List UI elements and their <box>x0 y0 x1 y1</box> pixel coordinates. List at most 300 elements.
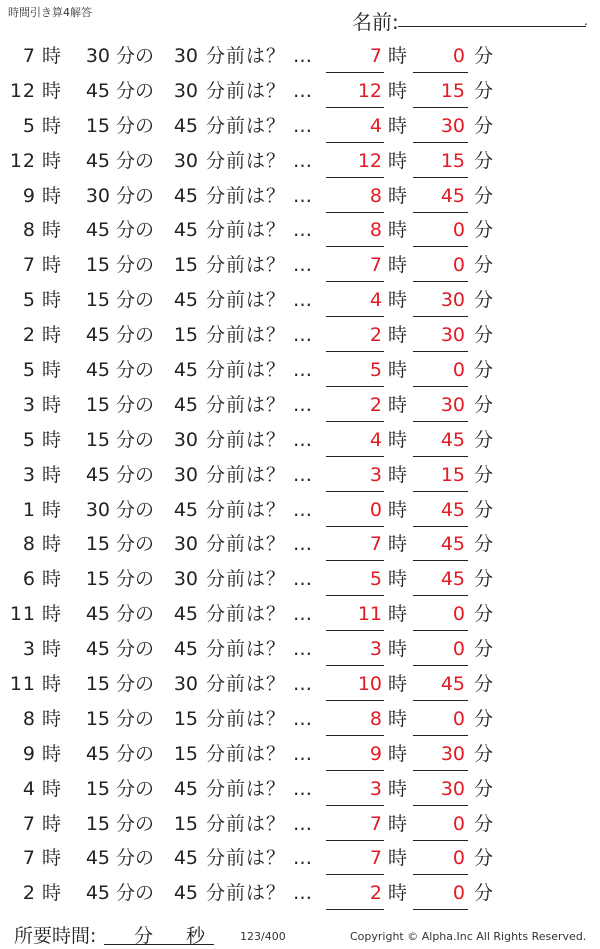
answer-minute: 0 <box>452 847 465 870</box>
question-text: 分前は？ … <box>206 79 314 102</box>
answer-hour-label: 時 <box>388 673 408 696</box>
question-text: 分前は？ … <box>206 568 314 591</box>
worksheet-title: 時間引き算4解答 <box>8 6 92 19</box>
start-hour: 11 <box>9 673 36 696</box>
minutes-before: 15 <box>173 324 198 347</box>
question-text: 分前は？ … <box>206 428 314 451</box>
answer-minute-label: 分 <box>474 638 494 661</box>
question-text: 分前は？ … <box>206 219 314 242</box>
problem-row <box>0 424 600 459</box>
start-minute: 15 <box>85 428 110 451</box>
answer-minute: 0 <box>452 359 465 382</box>
answer-hour: 3 <box>369 777 382 800</box>
hour-label: 時 <box>42 184 62 207</box>
answer-hour-label: 時 <box>388 603 408 626</box>
of-minute-label: 分の <box>116 673 155 696</box>
answer-minute: 0 <box>452 882 465 905</box>
hour-label: 時 <box>42 393 62 416</box>
answer-minute: 15 <box>440 79 465 102</box>
start-minute: 15 <box>85 777 110 800</box>
answer-minute-underline <box>413 246 468 247</box>
of-minute-label: 分の <box>116 568 155 591</box>
minutes-before: 45 <box>173 359 198 382</box>
answer-hour: 2 <box>369 393 382 416</box>
start-minute: 45 <box>85 149 110 172</box>
start-minute: 15 <box>85 289 110 312</box>
answer-hour-underline <box>326 491 384 492</box>
start-hour: 3 <box>22 638 36 661</box>
answer-minute-underline <box>413 456 468 457</box>
answer-hour-underline <box>326 142 384 143</box>
minutes-before: 45 <box>173 498 198 521</box>
answer-minute-label: 分 <box>474 428 494 451</box>
answer-hour-underline <box>326 281 384 282</box>
of-minute-label: 分の <box>116 428 155 451</box>
start-minute: 45 <box>85 463 110 486</box>
start-hour: 5 <box>22 289 36 312</box>
answer-hour: 4 <box>369 289 382 312</box>
of-minute-label: 分の <box>116 149 155 172</box>
hour-label: 時 <box>42 428 62 451</box>
start-minute: 30 <box>85 45 110 67</box>
problem-row <box>0 494 600 529</box>
answer-minute-underline <box>413 665 468 666</box>
answer-hour: 8 <box>369 219 382 242</box>
answer-minute-label: 分 <box>474 45 494 67</box>
of-minute-label: 分の <box>116 463 155 486</box>
answer-minute-underline <box>413 316 468 317</box>
answer-minute: 30 <box>440 777 465 800</box>
hour-label: 時 <box>42 533 62 556</box>
minutes-before: 45 <box>173 638 198 661</box>
answer-hour: 4 <box>369 428 382 451</box>
answer-hour-underline <box>326 805 384 806</box>
answer-hour-label: 時 <box>388 114 408 137</box>
answer-minute: 0 <box>452 45 465 67</box>
of-minute-label: 分の <box>116 638 155 661</box>
answer-hour: 4 <box>369 114 382 137</box>
answer-minute-label: 分 <box>474 324 494 347</box>
answer-hour-underline <box>326 840 384 841</box>
question-text: 分前は？ … <box>206 673 314 696</box>
answer-minute-underline <box>413 491 468 492</box>
start-minute: 45 <box>85 742 110 765</box>
answer-hour-label: 時 <box>388 393 408 416</box>
answer-minute-underline <box>413 72 468 73</box>
minutes-before: 45 <box>173 393 198 416</box>
answer-hour: 5 <box>369 568 382 591</box>
answer-hour: 7 <box>369 847 382 870</box>
question-text: 分前は？ … <box>206 847 314 870</box>
answer-minute: 45 <box>440 673 465 696</box>
answer-hour-underline <box>326 874 384 875</box>
start-minute: 15 <box>85 393 110 416</box>
minutes-before: 30 <box>173 568 198 591</box>
question-text: 分前は？ … <box>206 777 314 800</box>
question-text: 分前は？ … <box>206 45 314 67</box>
problem-row <box>0 110 600 145</box>
answer-minute-label: 分 <box>474 673 494 696</box>
of-minute-label: 分の <box>116 254 155 277</box>
question-text: 分前は？ … <box>206 359 314 382</box>
question-text: 分前は？ … <box>206 393 314 416</box>
start-minute: 15 <box>85 673 110 696</box>
answer-hour-label: 時 <box>388 219 408 242</box>
answer-hour-label: 時 <box>388 777 408 800</box>
answer-minute-label: 分 <box>474 463 494 486</box>
answer-minute-label: 分 <box>474 742 494 765</box>
answer-minute: 0 <box>452 219 465 242</box>
start-minute: 45 <box>85 603 110 626</box>
name-label: 名前: <box>352 10 399 34</box>
minutes-before: 30 <box>173 45 198 67</box>
start-minute: 15 <box>85 254 110 277</box>
question-text: 分前は？ … <box>206 812 314 835</box>
answer-minute-underline <box>413 421 468 422</box>
of-minute-label: 分の <box>116 45 155 67</box>
answer-minute-underline <box>413 735 468 736</box>
answer-minute-label: 分 <box>474 812 494 835</box>
hour-label: 時 <box>42 847 62 870</box>
problem-row <box>0 319 600 354</box>
problem-row <box>0 668 600 703</box>
answer-hour-underline <box>326 526 384 527</box>
answer-hour-label: 時 <box>388 742 408 765</box>
problem-row <box>0 877 600 912</box>
answer-hour-label: 時 <box>388 463 408 486</box>
start-hour: 7 <box>22 812 36 835</box>
start-hour: 12 <box>9 149 36 172</box>
page-number: 123/400 <box>240 930 286 943</box>
answer-hour-label: 時 <box>388 184 408 207</box>
start-hour: 4 <box>22 777 36 800</box>
start-minute: 30 <box>85 184 110 207</box>
start-minute: 15 <box>85 533 110 556</box>
answer-minute: 0 <box>452 707 465 730</box>
problem-row <box>0 145 600 180</box>
answer-minute: 45 <box>440 428 465 451</box>
of-minute-label: 分の <box>116 603 155 626</box>
answer-hour-label: 時 <box>388 638 408 661</box>
answer-hour: 7 <box>369 45 382 67</box>
start-minute: 15 <box>85 114 110 137</box>
problem-row <box>0 773 600 808</box>
answer-minute-label: 分 <box>474 533 494 556</box>
start-hour: 5 <box>22 359 36 382</box>
answer-hour-label: 時 <box>388 847 408 870</box>
answer-hour-label: 時 <box>388 149 408 172</box>
question-text: 分前は？ … <box>206 498 314 521</box>
answer-hour: 10 <box>357 673 382 696</box>
of-minute-label: 分の <box>116 742 155 765</box>
problem-row <box>0 563 600 598</box>
hour-label: 時 <box>42 742 62 765</box>
of-minute-label: 分の <box>116 777 155 800</box>
answer-minute-label: 分 <box>474 882 494 905</box>
start-hour: 5 <box>22 114 36 137</box>
hour-label: 時 <box>42 254 62 277</box>
answer-minute-underline <box>413 560 468 561</box>
answer-minute-label: 分 <box>474 777 494 800</box>
answer-minute-underline <box>413 630 468 631</box>
answer-hour: 7 <box>369 254 382 277</box>
problem-row <box>0 75 600 110</box>
start-hour: 3 <box>22 393 36 416</box>
start-hour: 7 <box>22 254 36 277</box>
answer-minute-underline <box>413 874 468 875</box>
of-minute-label: 分の <box>116 184 155 207</box>
hour-label: 時 <box>42 882 62 905</box>
question-text: 分前は？ … <box>206 149 314 172</box>
answer-hour: 9 <box>369 742 382 765</box>
answer-hour: 3 <box>369 638 382 661</box>
hour-label: 時 <box>42 219 62 242</box>
problem-row <box>0 180 600 215</box>
answer-minute-label: 分 <box>474 707 494 730</box>
start-hour: 12 <box>9 79 36 102</box>
start-minute: 45 <box>85 638 110 661</box>
minutes-before: 30 <box>173 149 198 172</box>
hour-label: 時 <box>42 673 62 696</box>
answer-hour-label: 時 <box>388 498 408 521</box>
answer-minute: 45 <box>440 568 465 591</box>
answer-hour-label: 時 <box>388 428 408 451</box>
hour-label: 時 <box>42 498 62 521</box>
start-minute: 45 <box>85 359 110 382</box>
name-underline <box>398 26 586 27</box>
of-minute-label: 分の <box>116 393 155 416</box>
of-minute-label: 分の <box>116 289 155 312</box>
hour-label: 時 <box>42 568 62 591</box>
answer-hour: 12 <box>357 149 382 172</box>
answer-minute: 0 <box>452 812 465 835</box>
answer-minute: 30 <box>440 114 465 137</box>
answer-minute-label: 分 <box>474 847 494 870</box>
answer-minute-underline <box>413 281 468 282</box>
answer-minute: 15 <box>440 149 465 172</box>
time-required-label: 所要時間: <box>14 925 97 947</box>
start-minute: 45 <box>85 219 110 242</box>
seconds-label: 秒 <box>186 925 206 947</box>
answer-minute-underline <box>413 805 468 806</box>
answer-hour-underline <box>326 456 384 457</box>
minutes-before: 15 <box>173 707 198 730</box>
start-minute: 45 <box>85 324 110 347</box>
answer-hour-underline <box>326 700 384 701</box>
question-text: 分前は？ … <box>206 463 314 486</box>
problem-row <box>0 703 600 738</box>
hour-label: 時 <box>42 638 62 661</box>
start-minute: 15 <box>85 812 110 835</box>
minutes-before: 15 <box>173 742 198 765</box>
answer-hour-underline <box>326 560 384 561</box>
answer-hour-underline <box>326 72 384 73</box>
minutes-before: 45 <box>173 219 198 242</box>
answer-hour-underline <box>326 735 384 736</box>
problem-row <box>0 633 600 668</box>
answer-minute-underline <box>413 351 468 352</box>
question-text: 分前は？ … <box>206 114 314 137</box>
of-minute-label: 分の <box>116 324 155 347</box>
answer-minute-label: 分 <box>474 359 494 382</box>
name-end-dot: . <box>584 14 588 28</box>
minutes-label: 分 <box>134 925 154 947</box>
answer-hour-label: 時 <box>388 79 408 102</box>
answer-minute-label: 分 <box>474 393 494 416</box>
hour-label: 時 <box>42 777 62 800</box>
minutes-before: 15 <box>173 254 198 277</box>
answer-hour: 0 <box>369 498 382 521</box>
answer-hour-label: 時 <box>388 324 408 347</box>
answer-minute-label: 分 <box>474 498 494 521</box>
start-hour: 8 <box>22 533 36 556</box>
hour-label: 時 <box>42 359 62 382</box>
question-text: 分前は？ … <box>206 707 314 730</box>
answer-hour-underline <box>326 316 384 317</box>
minutes-before: 15 <box>173 812 198 835</box>
answer-hour-label: 時 <box>388 533 408 556</box>
answer-minute: 45 <box>440 533 465 556</box>
question-text: 分前は？ … <box>206 254 314 277</box>
problem-row <box>0 284 600 319</box>
answer-hour-underline <box>326 630 384 631</box>
question-text: 分前は？ … <box>206 289 314 312</box>
problem-row <box>0 459 600 494</box>
answer-minute-underline <box>413 212 468 213</box>
question-text: 分前は？ … <box>206 882 314 905</box>
of-minute-label: 分の <box>116 79 155 102</box>
problem-row <box>0 598 600 633</box>
problem-row <box>0 808 600 843</box>
start-hour: 3 <box>22 463 36 486</box>
hour-label: 時 <box>42 79 62 102</box>
hour-label: 時 <box>42 149 62 172</box>
answer-hour-underline <box>326 107 384 108</box>
minutes-before: 45 <box>173 847 198 870</box>
answer-hour: 7 <box>369 812 382 835</box>
answer-minute: 30 <box>440 393 465 416</box>
answer-hour-underline <box>326 212 384 213</box>
answer-minute-underline <box>413 107 468 108</box>
problem-row <box>0 354 600 389</box>
problem-row <box>0 389 600 424</box>
answer-hour-underline <box>326 770 384 771</box>
answer-hour-label: 時 <box>388 568 408 591</box>
start-hour: 11 <box>9 603 36 626</box>
answer-hour: 8 <box>369 184 382 207</box>
answer-minute-label: 分 <box>474 114 494 137</box>
answer-hour-underline <box>326 665 384 666</box>
hour-label: 時 <box>42 45 62 67</box>
problem-row <box>0 40 600 75</box>
answer-hour-underline <box>326 351 384 352</box>
answer-hour: 2 <box>369 882 382 905</box>
answer-minute-label: 分 <box>474 603 494 626</box>
answer-minute: 45 <box>440 498 465 521</box>
hour-label: 時 <box>42 463 62 486</box>
problem-row <box>0 842 600 877</box>
hour-label: 時 <box>42 707 62 730</box>
copyright-notice: Copyright © Alpha.Inc All Rights Reserved. <box>350 930 587 943</box>
question-text: 分前は？ … <box>206 184 314 207</box>
answer-hour-underline <box>326 177 384 178</box>
of-minute-label: 分の <box>116 812 155 835</box>
minutes-before: 45 <box>173 289 198 312</box>
answer-hour-underline <box>326 909 384 910</box>
answer-minute: 30 <box>440 742 465 765</box>
start-minute: 45 <box>85 79 110 102</box>
answer-hour-label: 時 <box>388 882 408 905</box>
start-minute: 15 <box>85 707 110 730</box>
minutes-before: 30 <box>173 533 198 556</box>
problem-row <box>0 214 600 249</box>
answer-minute-label: 分 <box>474 254 494 277</box>
question-text: 分前は？ … <box>206 742 314 765</box>
of-minute-label: 分の <box>116 882 155 905</box>
problem-list <box>0 40 600 912</box>
hour-label: 時 <box>42 324 62 347</box>
start-hour: 9 <box>22 184 36 207</box>
hour-label: 時 <box>42 289 62 312</box>
answer-minute: 45 <box>440 184 465 207</box>
minutes-before: 30 <box>173 673 198 696</box>
answer-hour-label: 時 <box>388 289 408 312</box>
answer-minute-label: 分 <box>474 219 494 242</box>
answer-hour-underline <box>326 246 384 247</box>
answer-minute: 30 <box>440 324 465 347</box>
answer-minute: 0 <box>452 603 465 626</box>
answer-hour: 2 <box>369 324 382 347</box>
answer-hour: 5 <box>369 359 382 382</box>
answer-minute: 30 <box>440 289 465 312</box>
answer-hour: 12 <box>357 79 382 102</box>
answer-hour-underline <box>326 421 384 422</box>
answer-minute-label: 分 <box>474 79 494 102</box>
start-hour: 1 <box>22 498 36 521</box>
of-minute-label: 分の <box>116 707 155 730</box>
answer-minute-underline <box>413 177 468 178</box>
start-minute: 45 <box>85 847 110 870</box>
of-minute-label: 分の <box>116 219 155 242</box>
minutes-before: 30 <box>173 428 198 451</box>
answer-minute: 0 <box>452 638 465 661</box>
answer-minute-underline <box>413 386 468 387</box>
minutes-before: 45 <box>173 777 198 800</box>
answer-hour-underline <box>326 386 384 387</box>
minutes-before: 30 <box>173 463 198 486</box>
hour-label: 時 <box>42 114 62 137</box>
minutes-before: 45 <box>173 882 198 905</box>
problem-row <box>0 249 600 284</box>
answer-minute-underline <box>413 142 468 143</box>
question-text: 分前は？ … <box>206 324 314 347</box>
answer-minute-underline <box>413 595 468 596</box>
minutes-before: 45 <box>173 603 198 626</box>
answer-hour: 7 <box>369 533 382 556</box>
start-hour: 8 <box>22 707 36 730</box>
answer-minute-underline <box>413 770 468 771</box>
of-minute-label: 分の <box>116 847 155 870</box>
answer-minute-underline <box>413 840 468 841</box>
answer-hour-label: 時 <box>388 707 408 730</box>
of-minute-label: 分の <box>116 533 155 556</box>
start-hour: 8 <box>22 219 36 242</box>
problem-row <box>0 738 600 773</box>
question-text: 分前は？ … <box>206 638 314 661</box>
answer-hour: 11 <box>357 603 382 626</box>
answer-minute-label: 分 <box>474 568 494 591</box>
start-hour: 2 <box>22 324 36 347</box>
